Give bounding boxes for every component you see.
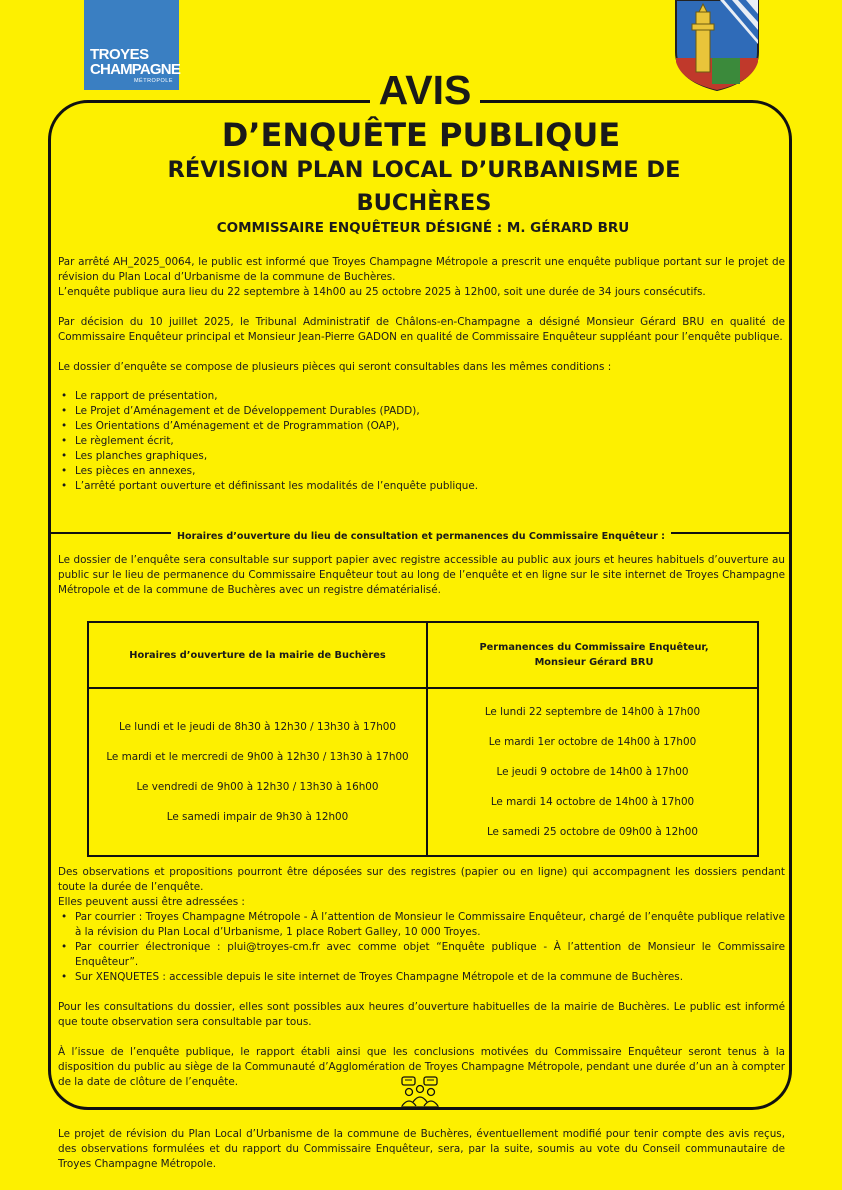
footer-paragraph: Le projet de révision du Plan Local d’Urbanisme de la commune de Buchères, éventuellement modifié pour tenir compte des avis reçus, des observations formulées et du rapport du Commissaire Enquêteur, sera, par la suite, soumis au vote du Conseil communautaire de Troyes Champagne Métropole.: [58, 1128, 785, 1170]
list-item: • Par courrier : Troyes Champagne Métropole - À l’attention de Monsieur le Commissaire Enquêteur, chargé de l’enquête publique relative à la révision du Plan Local d’Urbanisme, 1 place Robert Galley, 10 000 Troyes.: [75, 910, 785, 940]
list-item: • L’arrêté portant ouverture et définissant les modalités de l’enquête publique.: [75, 479, 785, 494]
section-heading-text: Horaires d’ouverture du lieu de consultation et permanences du Commissaire Enquêteur :: [171, 531, 671, 542]
table-row: Le vendredi de 9h00 à 12h30 / 13h30 à 16h00: [136, 780, 379, 793]
table-header-permanences: Permanences du Commissaire Enquêteur, Monsieur Gérard BRU: [479, 642, 709, 668]
intro-paragraph-1: Par arrêté AH_2025_0064, le public est informé que Troyes Champagne Métropole a prescrit une enquête publique portant sur le projet de révision du Plan Local d’Urbanisme de la commune de Buchères.: [58, 256, 785, 283]
coat-of-arms-icon: [672, 0, 762, 92]
list-item: • Les pièces en annexes,: [75, 464, 785, 479]
page-subtitle: RÉVISION PLAN LOCAL D’URBANISME DE BUCHÈRES: [167, 157, 681, 216]
list-item: • Le règlement écrit,: [75, 434, 785, 449]
dossier-list: [58, 389, 785, 494]
table-column-mairie: [89, 689, 426, 855]
table-row: Le samedi 25 octobre de 09h00 à 12h00: [486, 825, 699, 838]
consultation-paragraph: Le dossier de l’enquête sera consultable sur support papier avec registre accessible au public aux jours et heures habituels d’ouverture au public sur le lieu de permanence du Commissaire Enquêteur tout au long de l’enquête et en ligne sur le site internet de Troyes Champagne Métropole et de la commune de Buchères avec un registre dématérialisé.: [58, 554, 785, 596]
address-list: [58, 910, 785, 985]
intro-paragraph-3: Le dossier d’enquête se compose de plusieurs pièces qui seront consultables dans les mêmes conditions :: [58, 361, 612, 373]
page-title: D’ENQUÊTE PUBLIQUE: [221, 116, 621, 154]
table-column-permanences: [428, 689, 757, 855]
table-row: Le samedi impair de 9h30 à 12h00: [166, 810, 349, 823]
list-item: • Les Orientations d’Aménagement et de Programmation (OAP),: [75, 419, 785, 434]
notice-label: AVIS: [370, 66, 480, 114]
table-header-mairie: Horaires d’ouverture de la mairie de Buchères: [129, 649, 386, 661]
table-row: Le mardi 14 octobre de 14h00 à 17h00: [490, 795, 695, 808]
table-row: Le lundi et le jeudi de 8h30 à 12h30 / 13h30 à 17h00: [119, 720, 396, 733]
intro-block: [58, 255, 785, 494]
observations-paragraph-1: Des observations et propositions pourront être déposées sur des registres (papier ou en ligne) qui accompagnent les dossiers pendant toute la durée de l’enquête.: [58, 866, 785, 893]
intro-paragraph-1b: L’enquête publique aura lieu du 22 septembre à 14h00 au 25 octobre 2025 à 12h00, soit une durée de 34 jours consécutifs.: [58, 286, 706, 298]
people-discussion-icon: [400, 1076, 440, 1110]
commissioner-heading: COMMISSAIRE ENQUÊTEUR DÉSIGNÉ : M. GÉRARD BRU: [216, 220, 630, 236]
table-row: Le mardi et le mercredi de 9h00 à 12h30 / 13h30 à 17h00: [106, 750, 409, 763]
list-item: • Sur XENQUETES : accessible depuis le site internet de Troyes Champagne Métropole et de la commune de Buchères.: [75, 970, 785, 985]
schedule-table: [87, 621, 759, 857]
observations-block: [58, 865, 785, 1090]
list-item: • Le rapport de présentation,: [75, 389, 785, 404]
list-item: • Les planches graphiques,: [75, 449, 785, 464]
intro-paragraph-2: Par décision du 10 juillet 2025, le Tribunal Administratif de Châlons-en-Champagne a désigné Monsieur Gérard BRU en qualité de Commissaire Enquêteur principal et Monsieur Jean-Pierre GADON en qualité de Commissaire Enquêteur suppléant pour l’enquête publique.: [58, 316, 785, 343]
table-row: Le lundi 22 septembre de 14h00 à 17h00: [484, 705, 701, 718]
troyes-champagne-logo: [84, 0, 179, 90]
list-item: • Le Projet d’Aménagement et de Développement Durables (PADD),: [75, 404, 785, 419]
table-row: Le jeudi 9 octobre de 14h00 à 17h00: [496, 765, 689, 778]
table-row: Le mardi 1er octobre de 14h00 à 17h00: [488, 735, 697, 748]
observations-paragraph-4: À l’issue de l’enquête publique, le rapport établi ainsi que les conclusions motivées du Commissaire Enquêteur seront tenus à la disposition du public au siège de la Communauté d’Agglomération de Troyes Champagne Métropole, pendant une durée d’un an à compter de la date de clôture de l’enquête.: [58, 1046, 785, 1088]
section-heading: [0, 524, 842, 544]
logo-line3: MÉTROPOLE: [133, 78, 173, 84]
list-item: • Par courrier électronique : plui@troyes-cm.fr avec comme objet “Enquête publique - À l’attention de Monsieur le Commissaire Enquêteur”.: [75, 940, 785, 970]
observations-paragraph-2: Elles peuvent aussi être adressées :: [58, 896, 245, 908]
observations-paragraph-3: Pour les consultations du dossier, elles sont possibles aux heures d’ouverture habituelles de la mairie de Buchères. Le public est informé que toute observation sera consultable par tous.: [58, 1001, 785, 1028]
logo-line2: CHAMPAGNE: [90, 61, 181, 78]
logo-line1: TROYES: [90, 46, 149, 63]
